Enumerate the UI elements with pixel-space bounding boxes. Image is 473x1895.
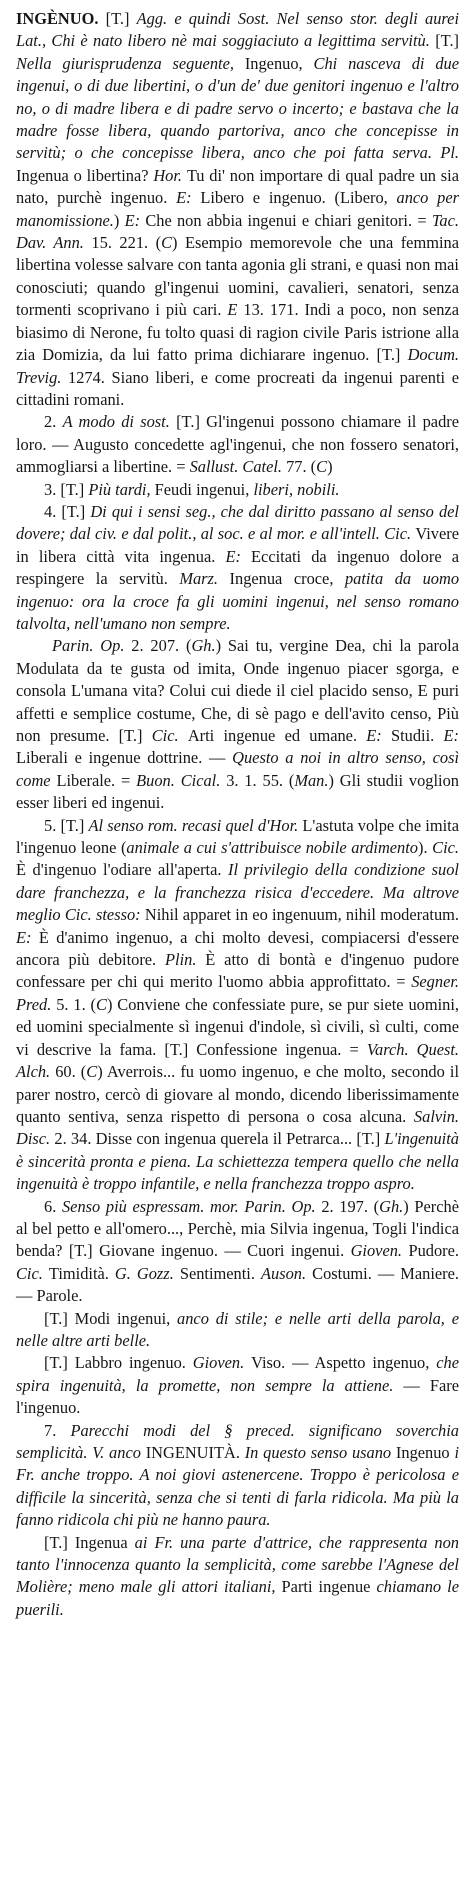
entry-text-run: 6. [44, 1196, 62, 1216]
entry-text-run: Parecchi modi del § preced. significano soverchia semplicità. V. anco [16, 1420, 459, 1462]
entry-text-run: È d'ingenuo l'odiare all'aperta. [16, 860, 229, 880]
entry-text-run: Pudore. [408, 1241, 459, 1261]
entry-text-run: Man. [294, 770, 329, 790]
entry-text-run: [T.] [105, 9, 137, 28]
entry-text-run: Ingenuo [395, 1443, 455, 1462]
entry-text-run: Arti ingenue ed umane. [187, 726, 367, 745]
entry-text-run: anco di stile; e nelle arti della parola, e nelle altre arti belle. [16, 1308, 459, 1350]
entry-text-run: Plin. [165, 950, 206, 970]
entry-text-run: 13. 171. Indi a poco, non senza biasimo di Nerone, fu tolto quasi di ragion civile Paris istrione alla zia Domizia, da lui fatto prima dichiarare ingenuo. [T.] [16, 300, 459, 365]
entry-text-run: Studii. [391, 726, 444, 745]
entry-text-run: ) Gli studii voglion esser liberi ed ingenui. [16, 770, 460, 813]
entry-text-run: 1274. Siano liberi, e come procreati da ingenui parenti e cittadini romani. [16, 367, 459, 409]
entry-text-run: Agg. e quindi Sost. Nel senso stor. degli aurei Lat., Chi è nato libero nè mai soggiaciuto a legittima servitù. [16, 9, 460, 51]
entry-text-run: ) [113, 210, 125, 230]
entry-text-run: i Fr. anche troppo. A noi giovi astenercene. Troppo è pericolosa e difficile la sincerità, senza che si tenti di farla ridicola. Ma più la fanno ridicola chi più ne hanno paura. [16, 1443, 459, 1530]
dictionary-entry-ingenuo [16, 8, 459, 1621]
entry-text-run: Marz. [179, 569, 230, 589]
entry-text-run: E [227, 300, 244, 320]
entry-paragraph-p2 [16, 479, 459, 501]
entry-text-run: Salvin. Disc. [16, 1106, 459, 1149]
entry-text-run: Nihil apparet in eo ingenuum, nihil moderatum. [144, 905, 459, 925]
entry-text-run: Cic. [151, 726, 188, 745]
entry-text-run: [T.] Gl'ingenui possono chiamare il padre loro. — Augusto concedette agl'ingenui, che non fossero senatori, ammogliarsi a libertine. = [16, 412, 459, 477]
entry-text-run: ai Fr. una parte d'attrice, che rappresenta non tanto l'innocenza quanto la semplicità, come sarebbe l'Agnese del Molière; meno male gli attori italiani, [16, 1532, 460, 1597]
entry-text-run: È atto di bontà e d'ingenuo pudore confessare per chi qui merito l'uomo abbia approfittato. = [16, 950, 459, 992]
entry-text-run: C [96, 994, 107, 1014]
entry-text-run: Docum. Trevig. [16, 345, 459, 387]
entry-text-run: Tu di' non importare di qual padre un sia nato, purchè ingenuo. [16, 165, 459, 208]
entry-text-run: ). [418, 838, 433, 858]
entry-text-run: Gh. [191, 636, 216, 656]
entry-text-run: C [86, 1062, 98, 1082]
entry-text-run: L'astuta volpe che imita l'ingenuo leone ( [16, 815, 459, 858]
entry-text-run: patita da uomo ingenuo: ora la croce fa gli uomini ingenui, nel senso romano talvolta, nell'umano non sempre. [16, 569, 460, 633]
entry-text-run: Libero e ingenuo. (Libero, [200, 188, 397, 208]
entry-text-run: 15. 221. ( [91, 233, 162, 253]
entry-text-run: E: [225, 546, 252, 566]
entry-text-run: Liberali e ingenue dottrine. — [16, 748, 233, 768]
entry-text-run: Senso più espressam. mor. Parin. Op. [61, 1196, 322, 1216]
entry-paragraph-p5 [16, 815, 459, 1196]
entry-text-run: Ingenua croce, [229, 569, 345, 589]
entry-text-run: Questo a noi in altro senso, così come [16, 748, 460, 790]
entry-text-run: [T.] [435, 31, 459, 51]
entry-text-run: ) Esempio memorevole che una femmina libertina volesse salvare con tanta agonia gli strani, e quasi non mai conosciuti; quando gl'ingenui uomini, cavalieri, senatori, senza tormenti scoprivano i più cari. [16, 233, 459, 320]
entry-text-run: [T.] Ingenua [44, 1532, 135, 1552]
entry-text-run: Segner. Pred. [16, 972, 459, 1014]
entry-text-run: In questo senso usano [244, 1443, 396, 1462]
entry-text-run: 2. [44, 412, 63, 432]
entry-text-run: E: [176, 188, 201, 208]
entry-text-run: Costumi. — Maniere. — Parole. [16, 1263, 459, 1306]
entry-text-run: Tac. Dav. Ann. [16, 210, 459, 253]
headword: INGÈNUO. [16, 9, 106, 28]
entry-text-run: Ingenua o libertina? [16, 165, 154, 185]
entry-text-run: Di qui i sensi seg., che dal diritto passano al senso del dovere; dal civ. e dal polit., al soc. e al mor. e all'intell. Cic. [16, 501, 459, 544]
entry-text-run: 2. 197. ( [321, 1196, 380, 1216]
entry-text-run: 5. [T.] [44, 815, 89, 835]
entry-paragraph-p6 [16, 1196, 459, 1308]
entry-text-run: Auson. [261, 1263, 313, 1283]
entry-text-run: Sallust. Catel. [189, 457, 287, 477]
entry-text-run: 60. ( [55, 1062, 87, 1082]
entry-text-run: 5. 1. ( [56, 994, 96, 1014]
entry-text-run: Chi nascevа di due ingenui, o di due libertini, o d'un de' due genitori ingenuo e l'altro no, o di madre libera e di padre servo o incerto; e bastava che la madre fosse libera, quando partoriva, anco che concepisse in servitù; o che concepisse libera, anco che poi fatta serva. Pl. [16, 53, 460, 163]
entry-text-run: 7. [44, 1420, 71, 1440]
entry-text-run: E: [16, 927, 39, 947]
entry-text-run: Gh. [379, 1196, 404, 1216]
entry-text-run: ) Sai tu, vergine Dea, chi la parola Modulata da te gusta od imita, Onde ingenuo piacer sgorga, e consola L'umana vita? Colui cui diede il ciel placido senso, E puri affetti e semplice costume, Che, di sè pago e dell'avito censo, Più non presume. [T.] [16, 636, 459, 745]
entry-text-run: INGENUITÀ. [145, 1443, 245, 1462]
entry-text-run: C [161, 233, 173, 253]
entry-text-run: È d'animo ingenuo, a chi molto devesi, compiacersi d'essere ancora più debitore. [16, 927, 459, 970]
entry-text-run: Gioven. [350, 1241, 409, 1261]
entry-paragraph-p8 [16, 1352, 459, 1419]
entry-text-run: E: [124, 210, 146, 230]
entry-text-run: animale a cui s'attribuisce nobile ardimento [126, 838, 419, 858]
entry-text-run: Hor. [153, 165, 187, 185]
entry-text-run: ) Conviene che confessiate pure, se pur siete uomini, ed uomini specialmente sì ingenui d'indole, sì civili, sì culti, come vi descrive la fama. [T.] Confessione ingenua. = [16, 994, 459, 1059]
entry-text-run: Nella giurisprudenza seguente, [16, 53, 245, 73]
entry-text-run: [T.] Modi ingenui, [44, 1308, 178, 1328]
entry-text-run: Parti ingenue [281, 1577, 377, 1597]
entry-text-run: 2. 207. ( [131, 636, 192, 656]
entry-text-run: Viso. — Aspetto ingenuo, [251, 1353, 437, 1373]
entry-text-run: Più tardi, [88, 479, 155, 499]
entry-text-run: Che non abbia ingenui e chiari genitori. = [145, 210, 432, 230]
entry-text-run: Il privilegio della condizione suol dare franchezza, e la franchezza risica d'eccedere. Ma altrove meglio Cic. stesso: [16, 860, 459, 925]
entry-paragraph-p9 [16, 1420, 459, 1532]
entry-text-run: Vivere in libera città vita ingenua. [16, 524, 459, 566]
entry-text-run: A modo di sost. [62, 412, 177, 432]
entry-text-run: G. Gozz. [114, 1263, 180, 1283]
entry-text-run: 77. ( [286, 457, 317, 477]
entry-text-run: L'ingenuità è sincerità pronta e piena. La schiettezza tempera quello che nella ingenuità è troppo infantile, e nella franchezza troppo aspro. [16, 1129, 459, 1194]
entry-text-run: che spira ingenuità, la promette, non sempre la attiene. [16, 1353, 459, 1395]
entry-text-run: 2. 34. Disse con ingenua querela il Petrarca... [T.] [54, 1129, 385, 1149]
entry-paragraph-p0 [16, 8, 459, 411]
entry-text-run: E: [443, 726, 459, 745]
entry-text-run: Al senso rom. recasi quel d'Hor. [88, 815, 303, 835]
entry-text-run: Sentimenti. [179, 1263, 262, 1283]
entry-text-run: liberi, nobili. [253, 479, 340, 499]
entry-text-run: Feudi ingenui, [154, 479, 254, 499]
entry-text-run: ) [327, 457, 333, 477]
entry-paragraph-p1 [16, 411, 459, 478]
entry-text-run: [T.] Labbro ingenuo. [44, 1353, 193, 1373]
entry-text-run: 3. 1. 55. ( [226, 770, 295, 790]
entry-text-run: Eccitati da ingenuo dolore a respingere la servitù. [16, 546, 459, 589]
entry-text-run: Parin. Op. [52, 636, 132, 656]
entry-text-run: — Fare l'ingenuo. [16, 1375, 459, 1418]
entry-text-run: 4. [T.] [44, 501, 91, 521]
entry-text-run: Ingenuo, [244, 53, 314, 73]
entry-paragraph-p3 [16, 501, 459, 635]
entry-text-run: Liberale. = [56, 770, 137, 790]
entry-text-run: Gioven. [192, 1353, 252, 1373]
entry-text-run: Timidità. [48, 1263, 115, 1283]
entry-paragraph-p7 [16, 1308, 459, 1353]
entry-paragraph-p10 [16, 1532, 459, 1622]
entry-text-run: C [316, 457, 328, 477]
entry-text-run: ) Averrois... fu uomo ingenuo, e che molto, secondo il parer nostro, cercò di giovare al mondo, dicendo liberissimamente quanto sentiva, senza rispetto di persona o cosa alcuna. [16, 1062, 459, 1126]
entry-text-run: chiamano le puerili. [16, 1577, 459, 1619]
entry-text-run: E: [366, 726, 391, 745]
entry-text-run: Buon. Cical. [136, 770, 227, 790]
entry-text-run: ) Perchè al bel petto e all'omero..., Perchè, mia Silvia ingenua, Togli l'indica benda? [T.] Giovane ingenuo. — Cuori ingenui. [16, 1196, 460, 1261]
entry-text-run: 3. [T.] [44, 479, 89, 499]
entry-text-run: Varch. Quest. Alch. [16, 1039, 459, 1082]
entry-text-run: anco per manomissione. [16, 188, 459, 230]
entry-paragraph-p4 [16, 635, 459, 814]
entry-text-run: Cic. [16, 1263, 49, 1283]
entry-text-run: Cic. [432, 838, 459, 858]
